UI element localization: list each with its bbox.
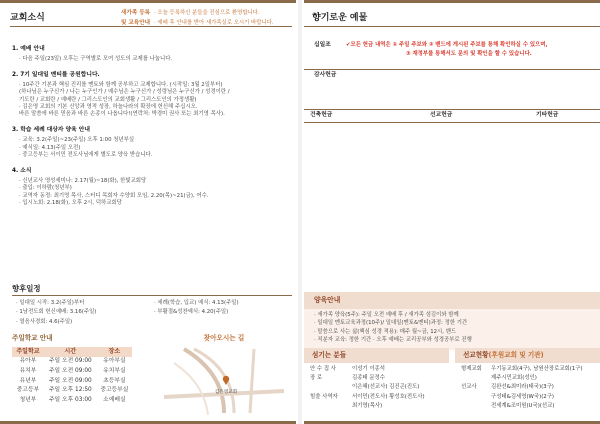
server-names: 서이민(전도사) 황성호(전도사) bbox=[352, 393, 425, 400]
server-role: 힘쓸 사역자 bbox=[310, 393, 338, 400]
table-header: 주일학교 bbox=[12, 347, 44, 357]
guide-line: · 새가족 양육(5주): 주일 오전 예배 후 / 새가족 섬김이와 함께 bbox=[314, 312, 459, 319]
server-role: 장 로 bbox=[310, 375, 323, 382]
server-role: 안 수 집 사 bbox=[310, 365, 336, 372]
servers-box bbox=[304, 348, 449, 413]
top-rule bbox=[0, 0, 296, 3]
schedule-entry: · 일대일 시작: 3.2(주일)부터 bbox=[16, 299, 85, 306]
notice-box bbox=[106, 10, 292, 29]
table-cell: 유아부실 bbox=[103, 357, 126, 364]
table-cell: 주일 오전 09:00 bbox=[48, 377, 92, 384]
table-cell: 청년부 bbox=[19, 397, 37, 404]
item-title: 2. 7기 일대일 멘티를 공원합니다. bbox=[12, 72, 100, 79]
page-title: 교회소식 bbox=[10, 13, 45, 23]
news-item bbox=[12, 72, 292, 118]
item-line: · 교역자 동정: 최기영 목사, 스터디 목회자 수양회 모임, 2.20(목)~21(금), 여수. bbox=[19, 192, 209, 199]
item-line: 기도란 / 교회란 / 예배란 / 그리스도인의 교회생활 / 그리스도인의 가정생활) bbox=[19, 96, 197, 103]
bottom-columns bbox=[304, 348, 600, 413]
nurture-guide bbox=[304, 292, 600, 350]
news-items bbox=[12, 46, 292, 216]
mission-names: 우기동교회(4구), 남원산장로교회(1구) bbox=[491, 365, 583, 372]
notice-text: · 오늘 등록하신 분들을 진심으로 환영합니다. bbox=[154, 10, 260, 16]
table-cell: 중고등부실 bbox=[100, 387, 129, 394]
item-line: · 교육: 3.2(주일)~23(주일) 오후 1:00 청년부실 bbox=[19, 137, 135, 144]
guide-title: 양육안내 bbox=[304, 292, 600, 309]
table-header: 시간 bbox=[44, 347, 97, 357]
item-line: · 신년교사 영성세미나: 2.17(월)~18(화), 한빛교회당 bbox=[19, 177, 147, 184]
mission-names: 전세계&조미원(U국)(선교) bbox=[491, 403, 555, 410]
guide-line: · 말씀으로 사는 삶(핵심 성경 적용): 매주 월~금, 12시, 밴드 bbox=[314, 328, 457, 335]
directions-map bbox=[164, 334, 284, 418]
table-cell: 유년부 bbox=[19, 377, 37, 384]
table-cell: 주일 오전 09:00 bbox=[48, 367, 92, 374]
notice-text: · 예배 후 안내를 받아 새가족실로 오시기 바랍니다. bbox=[154, 19, 274, 26]
schedule-entry: · 부활절&성찬예식: 4.20(주일) bbox=[154, 309, 229, 316]
server-role bbox=[310, 384, 352, 391]
mission-type: 형제교회 bbox=[461, 365, 482, 372]
notice-row bbox=[106, 20, 292, 28]
item-line: · 10주간 기본과 핵심 진리를 멘토와 함께 공부하고 교제합니다. (시작일: 3월 2일부터) bbox=[19, 81, 223, 88]
table-row bbox=[12, 357, 132, 367]
offering-label: 기타헌금 bbox=[536, 112, 559, 118]
servers-title: 섬기는 분들 bbox=[304, 348, 449, 363]
item-line: · 김은영 교회의 기본 신앙과 영적 성장, 하늘나라의 확장에 헌신해 주십시오. bbox=[19, 103, 198, 110]
offering-note: ✔모든 헌금 내역은 ① 주일 주보와 ② 밴드에 게시된 주보를 통해 확인하실 수 있으며, bbox=[346, 42, 548, 48]
missions-grid bbox=[455, 363, 600, 413]
schedule-underline bbox=[12, 295, 292, 296]
table-cell: 주일 오후 03:00 bbox=[48, 397, 92, 404]
offering-label: 감사헌금 bbox=[314, 72, 337, 78]
missions-box bbox=[455, 348, 600, 413]
item-line: · 중고등부는 서이민 전도사님에게 별도로 양육 받습니다. bbox=[19, 151, 153, 158]
top-rule bbox=[304, 0, 600, 3]
item-line: · 다음 주일(23일) 오후는 구역별로 모여 성도의 교제를 나눕니다. bbox=[19, 55, 173, 62]
table-cell: 초등부실 bbox=[103, 377, 126, 384]
schedule-entry bbox=[154, 319, 292, 326]
offering-row-tithe bbox=[304, 36, 600, 70]
mission-type bbox=[461, 403, 491, 410]
server-names: 김종태 문정수 bbox=[352, 375, 385, 382]
mission-names: 구성태&김세영(W국)(2구) bbox=[491, 393, 555, 400]
guide-line: · 일대일 멘토교육과정(10주)/ 일대일(멘토&멘티)과정: 정한 기간 bbox=[314, 320, 468, 327]
item-line: 바른 말씀에 바른 믿음과 바른 손종이 나옵니다!(연락처: 박경미 권사 또는 최기영 목사). bbox=[19, 111, 225, 118]
offering-row-thanks bbox=[304, 70, 600, 110]
schedule-entry: · 1남전도회 헌신예배: 3.16(주일) bbox=[16, 309, 97, 316]
notice-label: 새가족 등록 bbox=[121, 10, 150, 16]
table-cell: 유치부 bbox=[19, 367, 37, 374]
table-cell: 유치부실 bbox=[103, 367, 126, 374]
page-title: 향기로운 예물 bbox=[312, 13, 368, 23]
sunday-school-section bbox=[12, 334, 132, 406]
servers-grid bbox=[304, 363, 449, 413]
notice-label: 및 교육안내 bbox=[121, 19, 150, 26]
server-names: 이은혜(선교사) 김진곤(진도) bbox=[352, 384, 420, 391]
table-row bbox=[12, 367, 132, 377]
table-cell: 주일 오전 09:00 bbox=[48, 357, 92, 364]
missions-title-text: 선교현황 bbox=[463, 351, 489, 359]
guide-line: · 직분자 교육: 정한 기간 · 오후 예배는 교리공부와 성경공부로 진행 bbox=[314, 337, 472, 344]
item-title: 1. 예배 안내 bbox=[12, 46, 45, 52]
mission-type bbox=[461, 375, 491, 382]
table-cell: 주일 오후 12:50 bbox=[48, 387, 92, 394]
offering-label: 건축헌금 bbox=[310, 112, 333, 118]
guide-body bbox=[304, 309, 600, 350]
table-header: 장소 bbox=[97, 347, 132, 357]
news-item bbox=[12, 127, 292, 159]
table-row bbox=[12, 377, 132, 387]
map-graphic bbox=[164, 343, 284, 417]
missions-subtitle: (후원교회 및 기관) bbox=[488, 351, 544, 359]
news-item bbox=[12, 46, 292, 63]
map-title: 찾아오시는 길 bbox=[203, 334, 245, 342]
item-title: 3. 학습 세례 대상자 양육 안내 bbox=[12, 127, 90, 134]
offering-label: 선교헌금 bbox=[430, 112, 453, 118]
schedule-grid bbox=[12, 300, 292, 326]
sunday-school-title: 주일학교 안내 bbox=[12, 334, 53, 342]
title-underline bbox=[304, 26, 600, 27]
mission-names: 김완선&최미라(태국)(3구) bbox=[491, 384, 554, 391]
server-role bbox=[310, 403, 352, 410]
schedule-section bbox=[12, 284, 292, 326]
server-names: 이성기 이종석 bbox=[352, 365, 385, 372]
table-cell: 소예배실 bbox=[103, 397, 126, 404]
item-line: · 입시노회: 2.18(화), 오후 2시, 덕하교회당 bbox=[19, 199, 122, 206]
news-item bbox=[12, 168, 292, 207]
church-map-label: 김은영교회 bbox=[214, 389, 238, 395]
sunday-school-table bbox=[12, 347, 132, 406]
item-line: · 예식일: 4.13(주일 오전) bbox=[19, 144, 81, 151]
item-line: (하나님은 누구신가 / 나는 누구인가 / 예수님은 누구신가 / 성령님은 누구신가 / 성경이란 / bbox=[19, 89, 230, 96]
table-header-row bbox=[12, 347, 132, 357]
table-cell: 중고등부 bbox=[16, 387, 40, 394]
server-names: 최기영(목사) bbox=[352, 403, 383, 410]
schedule-entry: · 열음사경회: 4.6(주일) bbox=[16, 318, 73, 325]
missions-title bbox=[455, 348, 600, 363]
right-page bbox=[304, 0, 600, 424]
item-title: 4. 소식 bbox=[12, 168, 32, 175]
notice-row bbox=[106, 10, 292, 18]
table-row bbox=[12, 386, 132, 396]
schedule-title: 향후일정 bbox=[12, 284, 41, 293]
offering-form bbox=[304, 36, 600, 270]
table-row bbox=[12, 396, 132, 406]
mission-type bbox=[461, 394, 491, 401]
center-fold bbox=[298, 0, 302, 424]
table-cell: 유아부 bbox=[19, 357, 37, 364]
offering-note: ③ 재정부를 통해서도 문의 및 확인을 할 수 있습니다. bbox=[406, 51, 532, 58]
schedule-entry: · 세례(학습, 입교) 예식: 4.13(주일) bbox=[154, 299, 239, 306]
offering-label: 십일조 bbox=[314, 42, 331, 48]
left-page bbox=[0, 0, 296, 424]
item-line: · 출입: 이하람(청년부) bbox=[19, 185, 72, 192]
mission-type: 선교사 bbox=[461, 384, 477, 391]
mission-names: 제주시민교회(성인) bbox=[491, 375, 537, 382]
offering-row-building bbox=[304, 110, 600, 270]
